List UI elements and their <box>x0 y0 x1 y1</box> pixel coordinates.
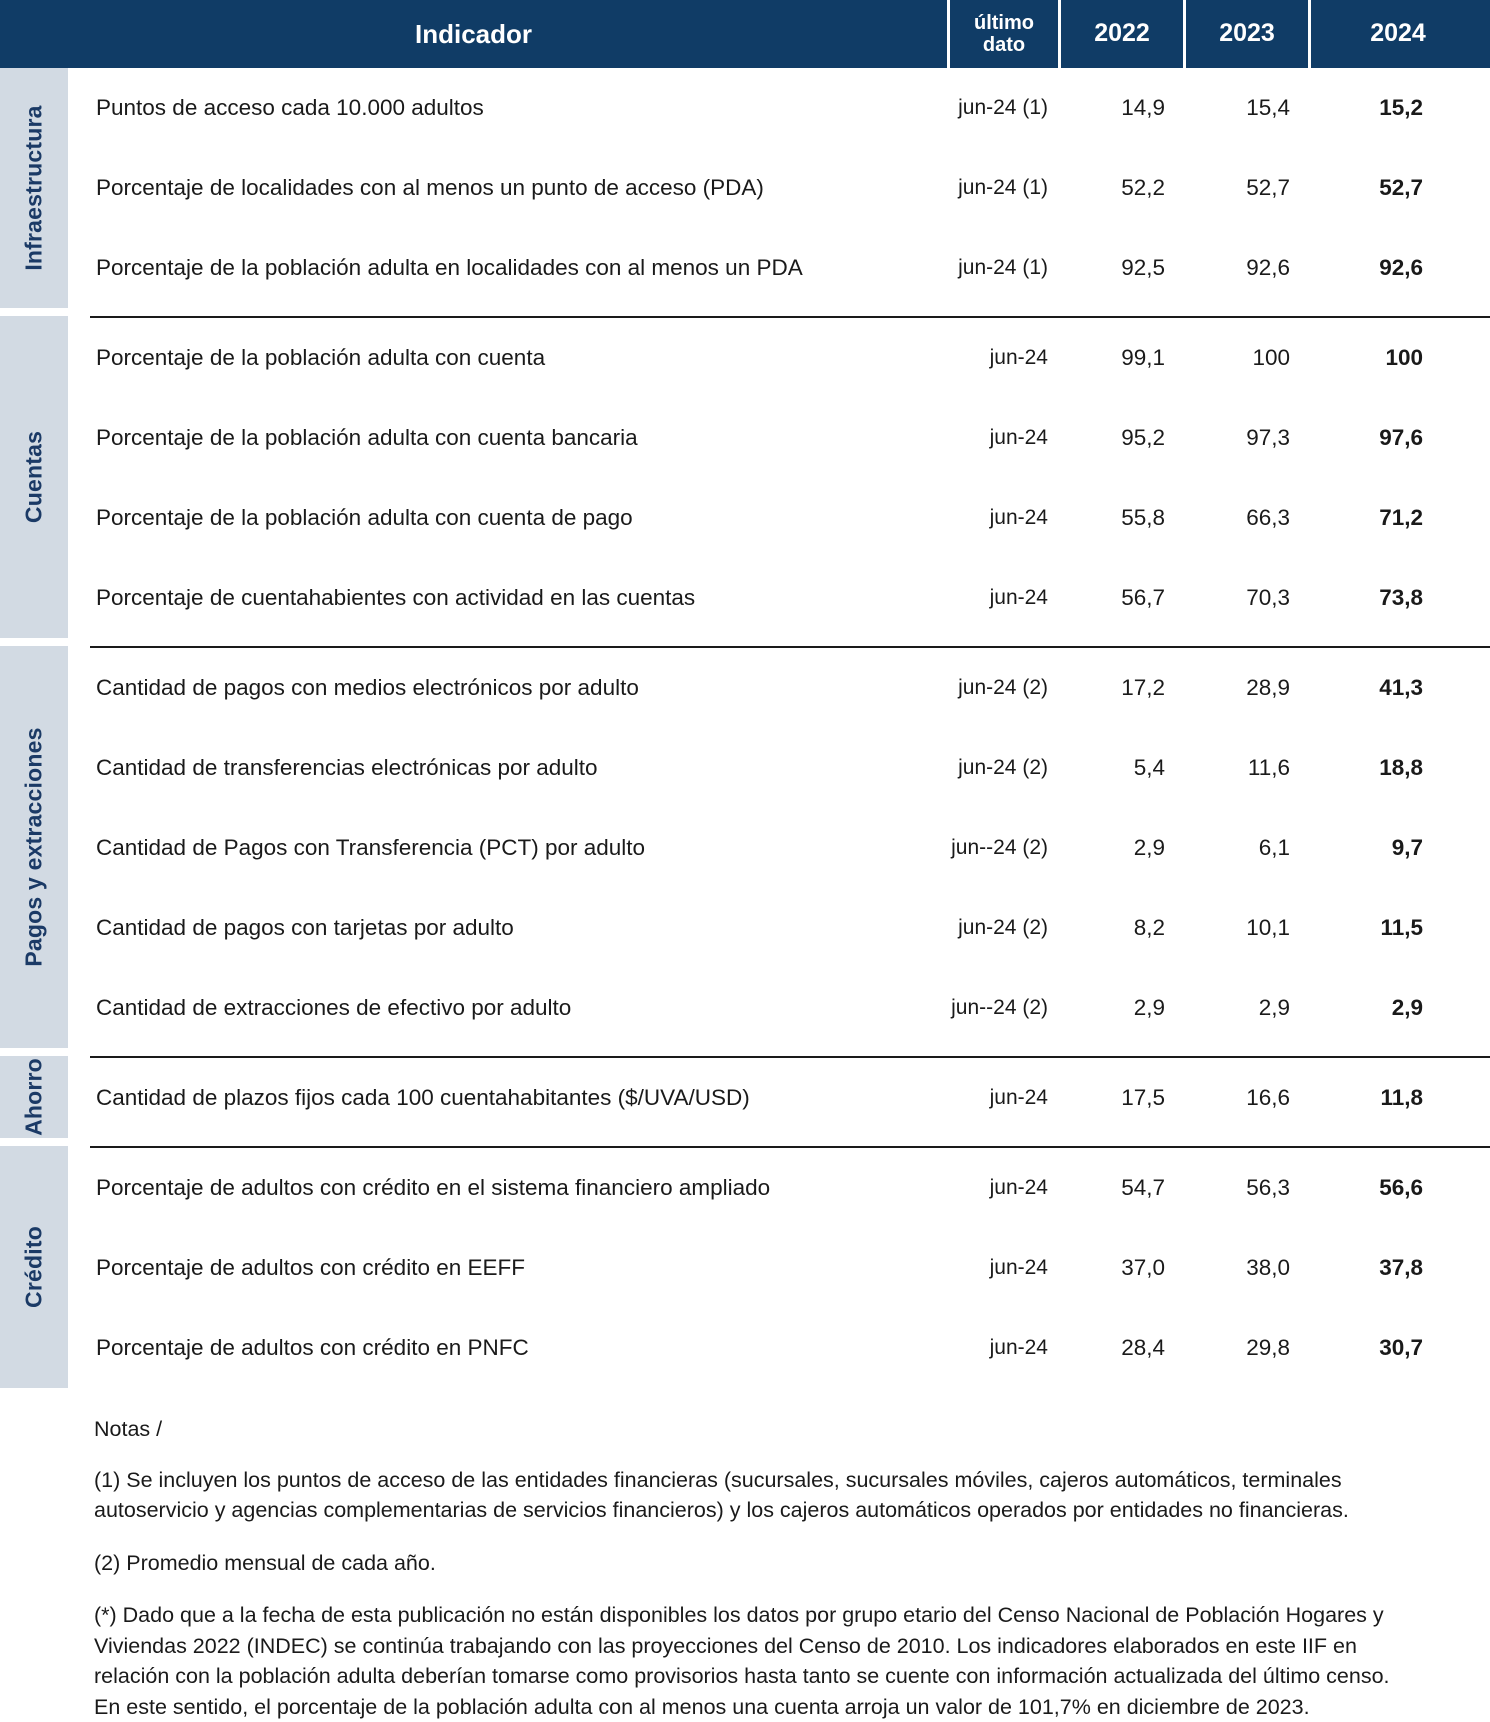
value-2022: 56,7 <box>1121 585 1165 610</box>
value-2024: 30,7 <box>1379 1335 1423 1360</box>
value-2023: 56,3 <box>1246 1175 1290 1200</box>
last-data-value: jun--24 (2) <box>951 996 1048 1019</box>
value-2024: 15,2 <box>1379 95 1423 120</box>
value-2022: 52,2 <box>1121 175 1165 200</box>
table-row <box>90 558 1490 638</box>
value-2024: 9,7 <box>1391 835 1423 860</box>
value-2022: 17,2 <box>1121 675 1165 700</box>
category-label-cuentas <box>0 316 68 638</box>
value-2023: 10,1 <box>1246 915 1290 940</box>
category-label-text: Pagos y extracciones <box>20 727 47 967</box>
value-2023: 52,7 <box>1246 175 1290 200</box>
value-2022: 2,9 <box>1133 835 1165 860</box>
last-data-value: jun-24 (1) <box>958 96 1048 119</box>
category-label-pagos-y-extracciones <box>0 646 68 1048</box>
table-row <box>90 228 1490 308</box>
value-2024: 73,8 <box>1379 585 1423 610</box>
category-rows <box>90 316 1490 638</box>
value-2023: 97,3 <box>1246 425 1290 450</box>
category-rows <box>90 68 1490 308</box>
category-spacer <box>68 1146 90 1388</box>
category-rows <box>90 1146 1490 1388</box>
value-2024: 18,8 <box>1379 755 1423 780</box>
value-2023: 66,3 <box>1246 505 1290 530</box>
category-label-cr-dito <box>0 1146 68 1388</box>
value-2023: 16,6 <box>1246 1085 1290 1110</box>
value-2024: 71,2 <box>1379 505 1423 530</box>
last-data-value: jun-24 <box>989 1256 1048 1279</box>
value-2024: 56,6 <box>1379 1175 1423 1200</box>
column-header-ultimo-dato <box>947 0 1058 68</box>
indicator-name: Porcentaje de adultos con crédito en EEFF <box>96 1255 525 1280</box>
value-2023: 70,3 <box>1246 585 1290 610</box>
last-data-value: jun-24 (2) <box>958 676 1048 699</box>
indicator-name: Cantidad de pagos con medios electrónicos por adulto <box>96 675 639 700</box>
indicator-name: Puntos de acceso cada 10.000 adultos <box>96 95 484 120</box>
table-row <box>90 68 1490 148</box>
last-data-value: jun-24 <box>989 1336 1048 1359</box>
last-data-value: jun-24 <box>989 586 1048 609</box>
ultimo-dato-line2: dato <box>982 34 1026 56</box>
value-2022: 28,4 <box>1121 1335 1165 1360</box>
value-2022: 54,7 <box>1121 1175 1165 1200</box>
value-2024: 97,6 <box>1379 425 1423 450</box>
indicator-name: Porcentaje de cuentahabientes con actividad en las cuentas <box>96 585 696 610</box>
table-row <box>90 888 1490 968</box>
value-2023: 38,0 <box>1246 1255 1290 1280</box>
indicator-name: Porcentaje de la población adulta con cuenta <box>96 345 546 370</box>
category-rows <box>90 1056 1490 1138</box>
category-gap <box>0 1138 1490 1146</box>
table-row <box>90 398 1490 478</box>
value-2022: 92,5 <box>1121 255 1165 280</box>
table-row <box>90 478 1490 558</box>
category-spacer <box>68 68 90 308</box>
last-data-value: jun-24 <box>989 506 1048 529</box>
category-label-text: Ahorro <box>20 1058 47 1136</box>
last-data-value: jun-24 <box>989 1176 1048 1199</box>
category-gap <box>0 1048 1490 1056</box>
indicator-name: Porcentaje de adultos con crédito en PNFC <box>96 1335 529 1360</box>
column-header-2024: 2024 <box>1308 0 1485 68</box>
indicator-name: Porcentaje de la población adulta con cuenta bancaria <box>96 425 638 450</box>
last-data-value: jun-24 <box>989 346 1048 369</box>
category-block <box>0 68 1490 308</box>
table-row <box>90 808 1490 888</box>
table-row <box>90 318 1490 398</box>
category-block <box>0 316 1490 638</box>
notes-section <box>0 1388 1396 1722</box>
category-block <box>0 1146 1490 1388</box>
note-asterisk: (*) Dado que a la fecha de esta publicación no están disponibles los datos por grupo etario del Censo Nacional de Población Hogares y Viviendas 2022 (INDEC) se continúa trabajando con las proyecciones del Censo de 2010. Los indicadores elaborados en este IIF en relación con la población adulta deberían tomarse como provisorios hasta tanto se cuente con información actualizada del último censo. En este sentido, el porcentaje de la población adulta con al menos una cuenta arroja un valor de 101,7% en diciembre de 2023. <box>94 1603 1390 1719</box>
category-block <box>0 1056 1490 1138</box>
value-2022: 37,0 <box>1121 1255 1165 1280</box>
category-label-infraestructura <box>0 68 68 308</box>
last-data-value: jun-24 <box>989 1086 1048 1109</box>
table-row <box>90 1228 1490 1308</box>
indicator-name: Cantidad de pagos con tarjetas por adulto <box>96 915 514 940</box>
last-data-value: jun-24 (1) <box>958 256 1048 279</box>
category-spacer <box>68 316 90 638</box>
value-2023: 6,1 <box>1258 835 1290 860</box>
indicator-name: Cantidad de plazos fijos cada 100 cuentahabitantes ($/UVA/USD) <box>96 1085 750 1110</box>
table-row <box>90 968 1490 1048</box>
value-2022: 17,5 <box>1121 1085 1165 1110</box>
indicator-name: Porcentaje de localidades con al menos un punto de acceso (PDA) <box>96 175 764 200</box>
notes-title: Notas / <box>94 1417 163 1441</box>
value-2022: 8,2 <box>1133 915 1165 940</box>
last-data-value: jun-24 (2) <box>958 756 1048 779</box>
note-2: (2) Promedio mensual de cada año. <box>94 1550 436 1575</box>
last-data-value: jun--24 (2) <box>951 836 1048 859</box>
table-row <box>90 648 1490 728</box>
table-body <box>0 68 1490 1388</box>
indicator-name: Porcentaje de la población adulta con cuenta de pago <box>96 505 633 530</box>
category-rows <box>90 646 1490 1048</box>
category-gap <box>0 308 1490 316</box>
category-block <box>0 646 1490 1048</box>
value-2022: 99,1 <box>1121 345 1165 370</box>
value-2022: 2,9 <box>1133 995 1165 1020</box>
value-2024: 100 <box>1385 345 1423 370</box>
note-1: (1) Se incluyen los puntos de acceso de las entidades financieras (sucursales, sucursales móviles, cajeros automáticos, terminales autoservicio y agencias complementarias de servicios financieros) y los cajeros automáticos operados por entidades no financieras. <box>94 1467 1349 1523</box>
value-2024: 2,9 <box>1391 995 1423 1020</box>
table-row <box>90 148 1490 228</box>
value-2022: 14,9 <box>1121 95 1165 120</box>
category-spacer <box>68 1056 90 1138</box>
value-2023: 28,9 <box>1246 675 1290 700</box>
value-2023: 100 <box>1252 345 1290 370</box>
value-2023: 2,9 <box>1258 995 1290 1020</box>
indicator-name: Cantidad de Pagos con Transferencia (PCT) por adulto <box>96 835 646 860</box>
value-2023: 15,4 <box>1246 95 1290 120</box>
indicator-name: Porcentaje de adultos con crédito en el sistema financiero ampliado <box>96 1175 771 1200</box>
category-label-ahorro <box>0 1056 68 1138</box>
table-header <box>0 0 1490 68</box>
last-data-value: jun-24 <box>989 426 1048 449</box>
indicator-name: Porcentaje de la población adulta en localidades con al menos un PDA <box>96 255 803 280</box>
value-2024: 37,8 <box>1379 1255 1423 1280</box>
value-2023: 92,6 <box>1246 255 1290 280</box>
value-2023: 11,6 <box>1247 755 1290 780</box>
value-2024: 11,8 <box>1380 1085 1423 1110</box>
category-spacer <box>68 646 90 1048</box>
value-2023: 29,8 <box>1246 1335 1290 1360</box>
last-data-value: jun-24 (2) <box>958 916 1048 939</box>
ultimo-dato-line1: último <box>974 12 1034 34</box>
table-row <box>90 1308 1490 1388</box>
indicator-name: Cantidad de extracciones de efectivo por adulto <box>96 995 572 1020</box>
category-label-text: Infraestructura <box>20 105 47 271</box>
category-gap <box>0 638 1490 646</box>
table-row <box>90 728 1490 808</box>
value-2022: 55,8 <box>1121 505 1165 530</box>
value-2024: 41,3 <box>1379 675 1423 700</box>
category-label-text: Crédito <box>20 1226 47 1308</box>
value-2024: 11,5 <box>1380 915 1423 940</box>
value-2024: 52,7 <box>1379 175 1423 200</box>
last-data-value: jun-24 (1) <box>958 176 1048 199</box>
table-row <box>90 1058 1490 1138</box>
table-row <box>90 1148 1490 1228</box>
column-header-2023: 2023 <box>1183 0 1308 68</box>
value-2024: 92,6 <box>1379 255 1423 280</box>
column-header-indicador: Indicador <box>414 18 532 49</box>
category-label-text: Cuentas <box>20 430 47 524</box>
indicator-name: Cantidad de transferencias electrónicas por adulto <box>96 755 598 780</box>
value-2022: 5,4 <box>1133 755 1165 780</box>
value-2022: 95,2 <box>1121 425 1165 450</box>
column-header-2022: 2022 <box>1058 0 1183 68</box>
